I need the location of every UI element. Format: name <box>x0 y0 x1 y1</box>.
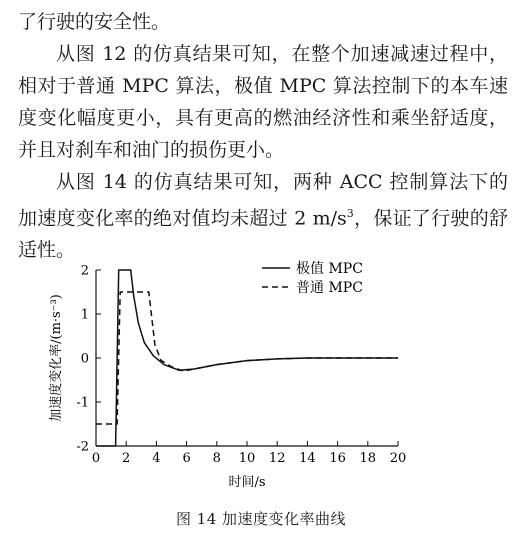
series-line-1 <box>96 270 398 446</box>
paragraph-continuation: 了行驶的安全性。 <box>18 11 171 33</box>
figure-caption: 图 14 加速度变化率曲线 <box>175 510 347 528</box>
y-tick-label: 0 <box>80 351 89 367</box>
x-tick-label: 10 <box>238 451 256 466</box>
chart-legend <box>262 260 363 296</box>
paragraph-fig12: 从图 12 的仿真结果可知，在整个加速减速过程中，相对于普通 MPC 算法，极值 MPC 算法控制下的本车速度变化幅度更小，具有更高的燃油经济性和乘坐舒适度，并且对刹车和油门的损伤更小。 <box>18 43 508 161</box>
body-text <box>18 6 508 266</box>
legend-label: 极值 MPC <box>296 261 363 277</box>
jerk-chart <box>40 252 420 502</box>
x-tick-label: 4 <box>152 451 161 466</box>
y-tick-label: -1 <box>76 395 89 411</box>
y-tick-label: 2 <box>80 263 89 279</box>
x-tick-label: 2 <box>122 451 131 466</box>
y-tick-label: 1 <box>80 307 89 323</box>
x-ticks <box>92 441 406 466</box>
legend-label: 普通 MPC <box>296 280 363 296</box>
y-ticks <box>76 264 101 455</box>
x-tick-label: 0 <box>91 451 101 466</box>
x-tick-label: 16 <box>329 451 346 466</box>
chart-series <box>96 270 398 446</box>
x-tick-label: 6 <box>182 451 191 466</box>
x-axis-label: 时间/s <box>228 475 266 490</box>
paragraph-fig14-post: ，保证了行驶的舒适性。 <box>18 207 508 262</box>
x-tick-label: 18 <box>359 451 377 466</box>
x-tick-label: 20 <box>389 451 407 466</box>
x-tick-label: 12 <box>268 451 286 466</box>
x-tick-label: 14 <box>299 451 316 466</box>
paragraph-fig14-pre: 从图 14 的仿真结果可知，两种 ACC 控制算法下的加速度变化率的绝对值均未超过 2 m/s <box>18 171 508 230</box>
paragraph-fig14-sup: 3 <box>346 207 354 220</box>
y-axis-label: 加速度变化率/(m·s⁻³) <box>49 294 64 422</box>
y-tick-label: -2 <box>76 439 89 455</box>
x-tick-label: 8 <box>212 451 221 466</box>
